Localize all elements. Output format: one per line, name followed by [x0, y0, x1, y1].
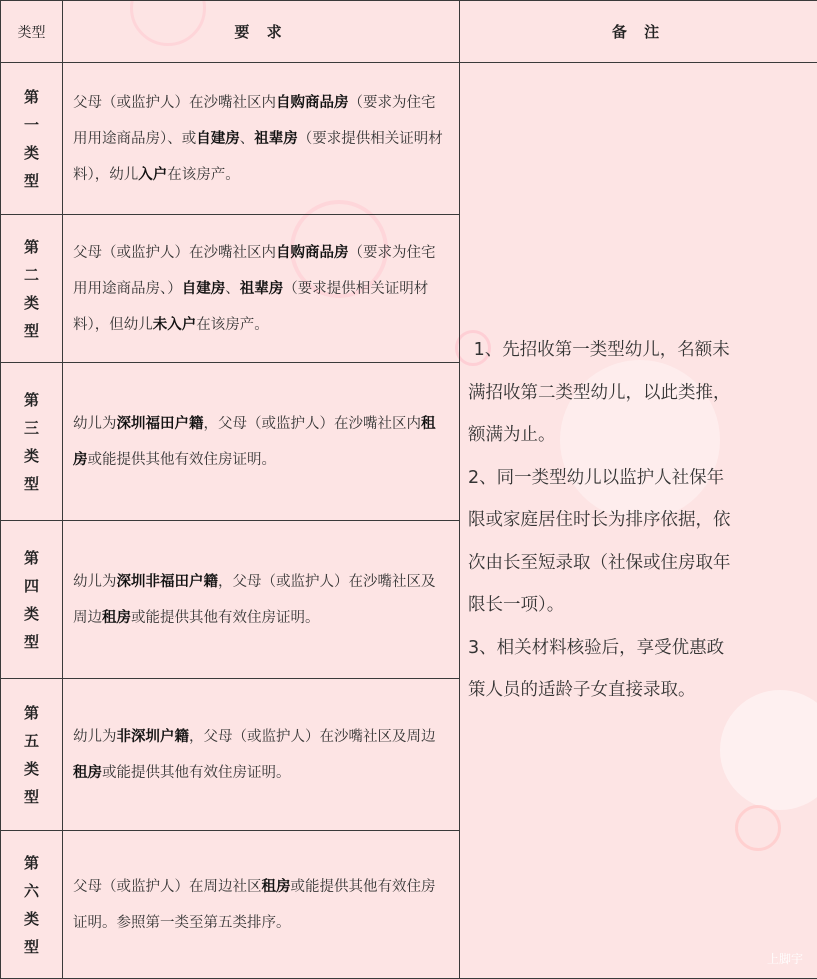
type-char: 三 — [23, 418, 39, 437]
requirement-highlight: 入户 — [138, 166, 168, 183]
requirement-highlight: 自购商品房 — [276, 244, 349, 261]
type-cell — [1, 521, 63, 679]
note-line: 策人员的适龄子女直接录取。 — [468, 680, 696, 701]
requirement-cell — [63, 521, 460, 679]
requirement-highlight: 祖辈房 — [254, 130, 298, 147]
requirement-highlight: 未入户 — [152, 316, 197, 333]
type-char: 第 — [23, 853, 39, 872]
requirement-highlight: 租房 — [73, 415, 436, 468]
requirement-text: 、 — [239, 130, 255, 147]
requirement-text: 或能提供其他有效住房证明。 — [131, 609, 320, 626]
note-line: 额满为止。 — [468, 425, 556, 446]
type-char: 型 — [23, 474, 39, 493]
requirement-text: （要求为住宅用用途商品房）、或 — [73, 94, 436, 147]
requirement-highlight: 非深圳户籍 — [116, 728, 189, 745]
requirement-highlight: 自建房 — [196, 130, 240, 147]
requirement-cell — [63, 831, 460, 979]
type-char: 类 — [23, 759, 39, 778]
type-char: 类 — [23, 909, 39, 928]
note-line: 满招收第二类型幼儿，以此类推， — [468, 382, 731, 403]
requirement-text: （要求提供相关证明材料），但幼儿 — [73, 280, 429, 333]
type-char: 类 — [23, 143, 39, 162]
note-line: 限长一项）。 — [468, 595, 565, 616]
note-line: 2、同一类型幼儿以监护人社保年 — [468, 467, 725, 488]
requirement-text: 或能提供其他有效住房证明。 — [102, 764, 291, 781]
note-line: 1、先招收第一类型幼儿，名额未 — [468, 340, 730, 361]
requirement-text: 幼儿为 — [73, 415, 117, 432]
requirement-text: （要求为住宅用用途商品房、） — [73, 244, 436, 297]
requirement-text: 、 — [225, 280, 240, 297]
header-note: 备 注 — [460, 1, 817, 63]
type-char: 类 — [23, 604, 39, 623]
type-cell — [1, 215, 63, 363]
type-char: 二 — [23, 265, 39, 284]
type-char: 第 — [23, 703, 39, 722]
requirement-text: ，父母（或监护人）在沙嘴社区及周边 — [73, 573, 436, 626]
type-char: 型 — [23, 321, 39, 340]
requirement-text: 父母（或监护人）在沙嘴社区内 — [73, 94, 276, 111]
note-line: 限或家庭居住时长为排序依据，依 — [468, 510, 731, 531]
requirement-text: ，父母（或监护人）在沙嘴社区及周边 — [189, 728, 436, 745]
requirement-cell — [63, 363, 460, 521]
type-char: 六 — [23, 881, 39, 900]
requirement-highlight: 祖辈房 — [239, 280, 284, 297]
requirement-text: 幼儿为 — [73, 573, 117, 590]
type-char: 第 — [23, 390, 39, 409]
requirement-text: 在该房产。 — [167, 166, 240, 183]
note-line: 次由长至短录取（社保或住房取年 — [468, 552, 731, 573]
header-type: 类型 — [1, 1, 63, 63]
type-char: 第 — [23, 237, 39, 256]
table-header-row — [1, 1, 817, 63]
requirement-highlight: 租房 — [73, 764, 102, 781]
type-char: 一 — [23, 115, 39, 134]
requirement-cell — [63, 679, 460, 831]
type-cell — [1, 679, 63, 831]
watermark: 上脚宇 — [766, 952, 803, 966]
requirement-text: 或能提供其他有效住房证明。参照第一类至第五类排序。 — [73, 878, 436, 931]
type-char: 五 — [23, 731, 39, 750]
type-cell — [1, 363, 63, 521]
table-row — [1, 63, 817, 215]
requirement-text: 或能提供其他有效住房证明。 — [87, 451, 276, 468]
requirement-highlight: 自建房 — [181, 280, 226, 297]
type-char: 类 — [23, 293, 39, 312]
requirement-text: 父母（或监护人）在沙嘴社区内 — [73, 244, 276, 261]
type-char: 型 — [23, 787, 39, 806]
requirement-highlight: 深圳福田户籍 — [116, 415, 204, 432]
note-cell — [460, 63, 817, 979]
type-cell — [1, 63, 63, 215]
requirement-highlight: 租房 — [261, 878, 291, 895]
type-char: 第 — [23, 548, 39, 567]
type-char: 型 — [23, 632, 39, 651]
requirement-highlight: 深圳非福田户籍 — [116, 573, 218, 590]
requirement-text: ，父母（或监护人）在沙嘴社区内 — [203, 415, 421, 432]
requirement-text: （要求提供相关证明材料），幼儿 — [73, 130, 443, 183]
requirement-text: 在该房产。 — [196, 316, 269, 333]
type-cell — [1, 831, 63, 979]
type-char: 型 — [23, 171, 39, 190]
requirement-highlight: 租房 — [102, 609, 131, 626]
requirement-text: 父母（或监护人）在周边社区 — [73, 878, 262, 895]
requirement-cell — [63, 215, 460, 363]
type-char: 四 — [23, 576, 39, 595]
type-char: 第 — [23, 87, 39, 106]
requirement-highlight: 自购商品房 — [276, 94, 349, 111]
note-line: 3、相关材料核验后，享受优惠政 — [468, 637, 725, 658]
header-requirement: 要 求 — [63, 1, 460, 63]
type-char: 型 — [23, 937, 39, 956]
requirement-cell — [63, 63, 460, 215]
type-char: 类 — [23, 446, 39, 465]
requirement-text: 幼儿为 — [73, 728, 117, 745]
